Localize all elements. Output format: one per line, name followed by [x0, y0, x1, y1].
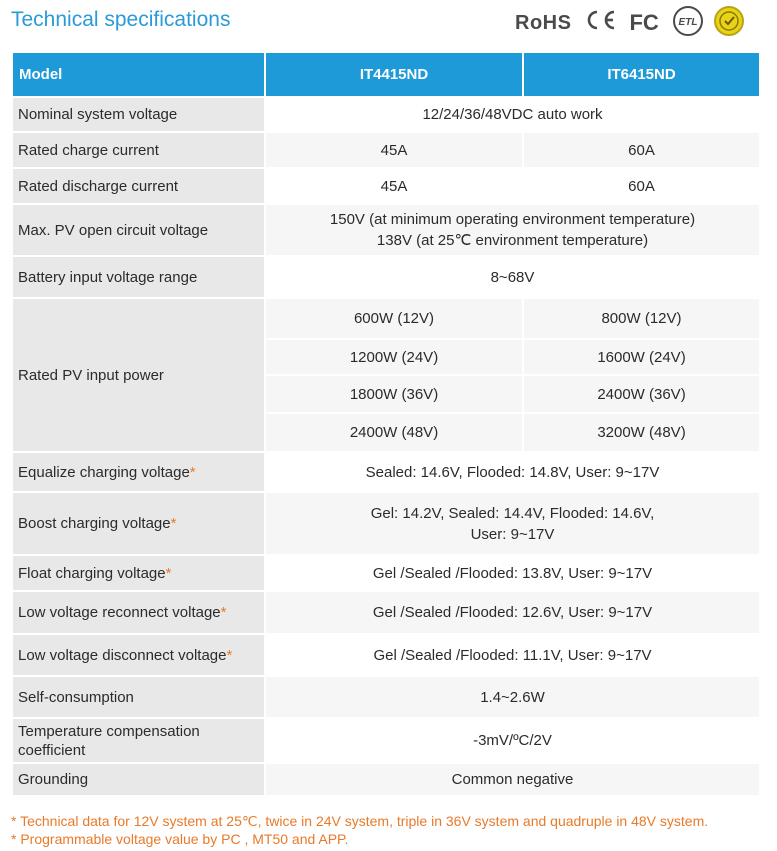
ce-mark-icon	[583, 9, 617, 31]
row-value-line: Gel: 14.2V, Sealed: 14.4V, Flooded: 14.6V,	[370, 504, 655, 522]
row-value: 8~68V	[265, 256, 760, 298]
table-row	[12, 97, 760, 132]
table-row	[12, 763, 760, 796]
table-row	[12, 256, 760, 298]
row-value: 1800W (36V)	[265, 375, 523, 413]
row-label: Boost charging voltage*	[12, 492, 265, 555]
ce-logo	[583, 9, 617, 37]
note-star: *	[220, 604, 227, 621]
table-row	[12, 298, 760, 339]
footnote: * Programmable voltage value by PC , MT50 and APP.	[11, 831, 349, 847]
row-label: Nominal system voltage	[12, 97, 265, 132]
row-value: 2400W (48V)	[265, 413, 523, 452]
etl-logo	[671, 4, 705, 43]
row-value	[265, 204, 760, 256]
header-it4415nd: IT4415ND	[265, 52, 523, 97]
row-value: 12/24/36/48VDC auto work	[265, 97, 760, 132]
table-row	[12, 492, 760, 555]
footnote: * Technical data for 12V system at 25℃, twice in 24V system, triple in 36V system and quadruple in 48V system.	[11, 813, 709, 829]
row-label: Equalize charging voltage*	[12, 452, 265, 492]
table-row	[12, 591, 760, 634]
row-label: Rated charge current	[12, 132, 265, 168]
round-seal-logo	[713, 5, 745, 42]
row-label-line: Temperature compensation	[18, 722, 200, 740]
table-row	[12, 204, 760, 256]
row-value-line: 138V (at 25℃ environment temperature)	[376, 232, 649, 249]
row-value: Sealed: 14.6V, Flooded: 14.8V, User: 9~17V	[265, 452, 760, 492]
table-row	[12, 452, 760, 492]
row-label: Low voltage reconnect voltage*	[12, 591, 265, 634]
row-label: Grounding	[12, 763, 265, 796]
row-value: 1600W (24V)	[523, 339, 760, 375]
row-value: 60A	[523, 168, 760, 204]
note-star: *	[189, 463, 196, 481]
row-value: Gel /Sealed /Flooded: 13.8V, User: 9~17V	[265, 555, 760, 591]
row-label-line: coefficient	[18, 741, 86, 759]
row-value: 60A	[523, 132, 760, 168]
table-row	[12, 555, 760, 591]
row-value: Common negative	[265, 763, 760, 796]
note-star: *	[170, 515, 177, 532]
row-label: Rated PV input power	[12, 298, 265, 452]
row-label: Battery input voltage range	[12, 256, 265, 298]
row-value: 1200W (24V)	[265, 339, 523, 375]
page-title: Technical specifications	[11, 8, 231, 31]
table-header-row	[12, 52, 760, 97]
table-row	[12, 676, 760, 718]
row-value: 45A	[265, 168, 523, 204]
table-row	[12, 718, 760, 763]
table-row	[12, 168, 760, 204]
svg-text:ETL: ETL	[678, 16, 698, 28]
row-label: Rated discharge current	[12, 168, 265, 204]
table-row	[12, 634, 760, 676]
row-value: 600W (12V)	[265, 298, 523, 339]
etl-mark-icon	[671, 4, 705, 38]
row-value: -3mV/ºC/2V	[265, 718, 760, 763]
row-value: Gel /Sealed /Flooded: 12.6V, User: 9~17V	[265, 591, 760, 634]
row-label: Max. PV open circuit voltage	[12, 204, 265, 256]
row-value: 2400W (36V)	[523, 375, 760, 413]
row-value: Gel /Sealed /Flooded: 11.1V, User: 9~17V	[265, 634, 760, 676]
row-value: 800W (12V)	[523, 298, 760, 339]
table-row	[12, 132, 760, 168]
row-value: 45A	[265, 132, 523, 168]
row-value-line: 150V (at minimum operating environment temperature)	[329, 211, 696, 228]
row-value-line: User: 9~17V	[470, 525, 555, 543]
header-it6415nd: IT6415ND	[523, 52, 760, 97]
note-star: *	[226, 646, 233, 664]
specifications-table	[11, 51, 761, 797]
certification-logos	[515, 6, 753, 40]
fc-logo: FC	[629, 10, 659, 35]
footnotes	[11, 812, 708, 848]
row-label: Self-consumption	[12, 676, 265, 718]
header-model: Model	[12, 52, 265, 97]
row-label: Low voltage disconnect voltage*	[12, 634, 265, 676]
note-star: *	[165, 564, 172, 582]
row-value	[265, 492, 760, 555]
row-label: Float charging voltage*	[12, 555, 265, 591]
row-label	[12, 718, 265, 763]
rohs-logo: RoHS	[515, 11, 572, 34]
row-value: 3200W (48V)	[523, 413, 760, 452]
row-value: 1.4~2.6W	[265, 676, 760, 718]
seal-icon	[713, 5, 745, 37]
